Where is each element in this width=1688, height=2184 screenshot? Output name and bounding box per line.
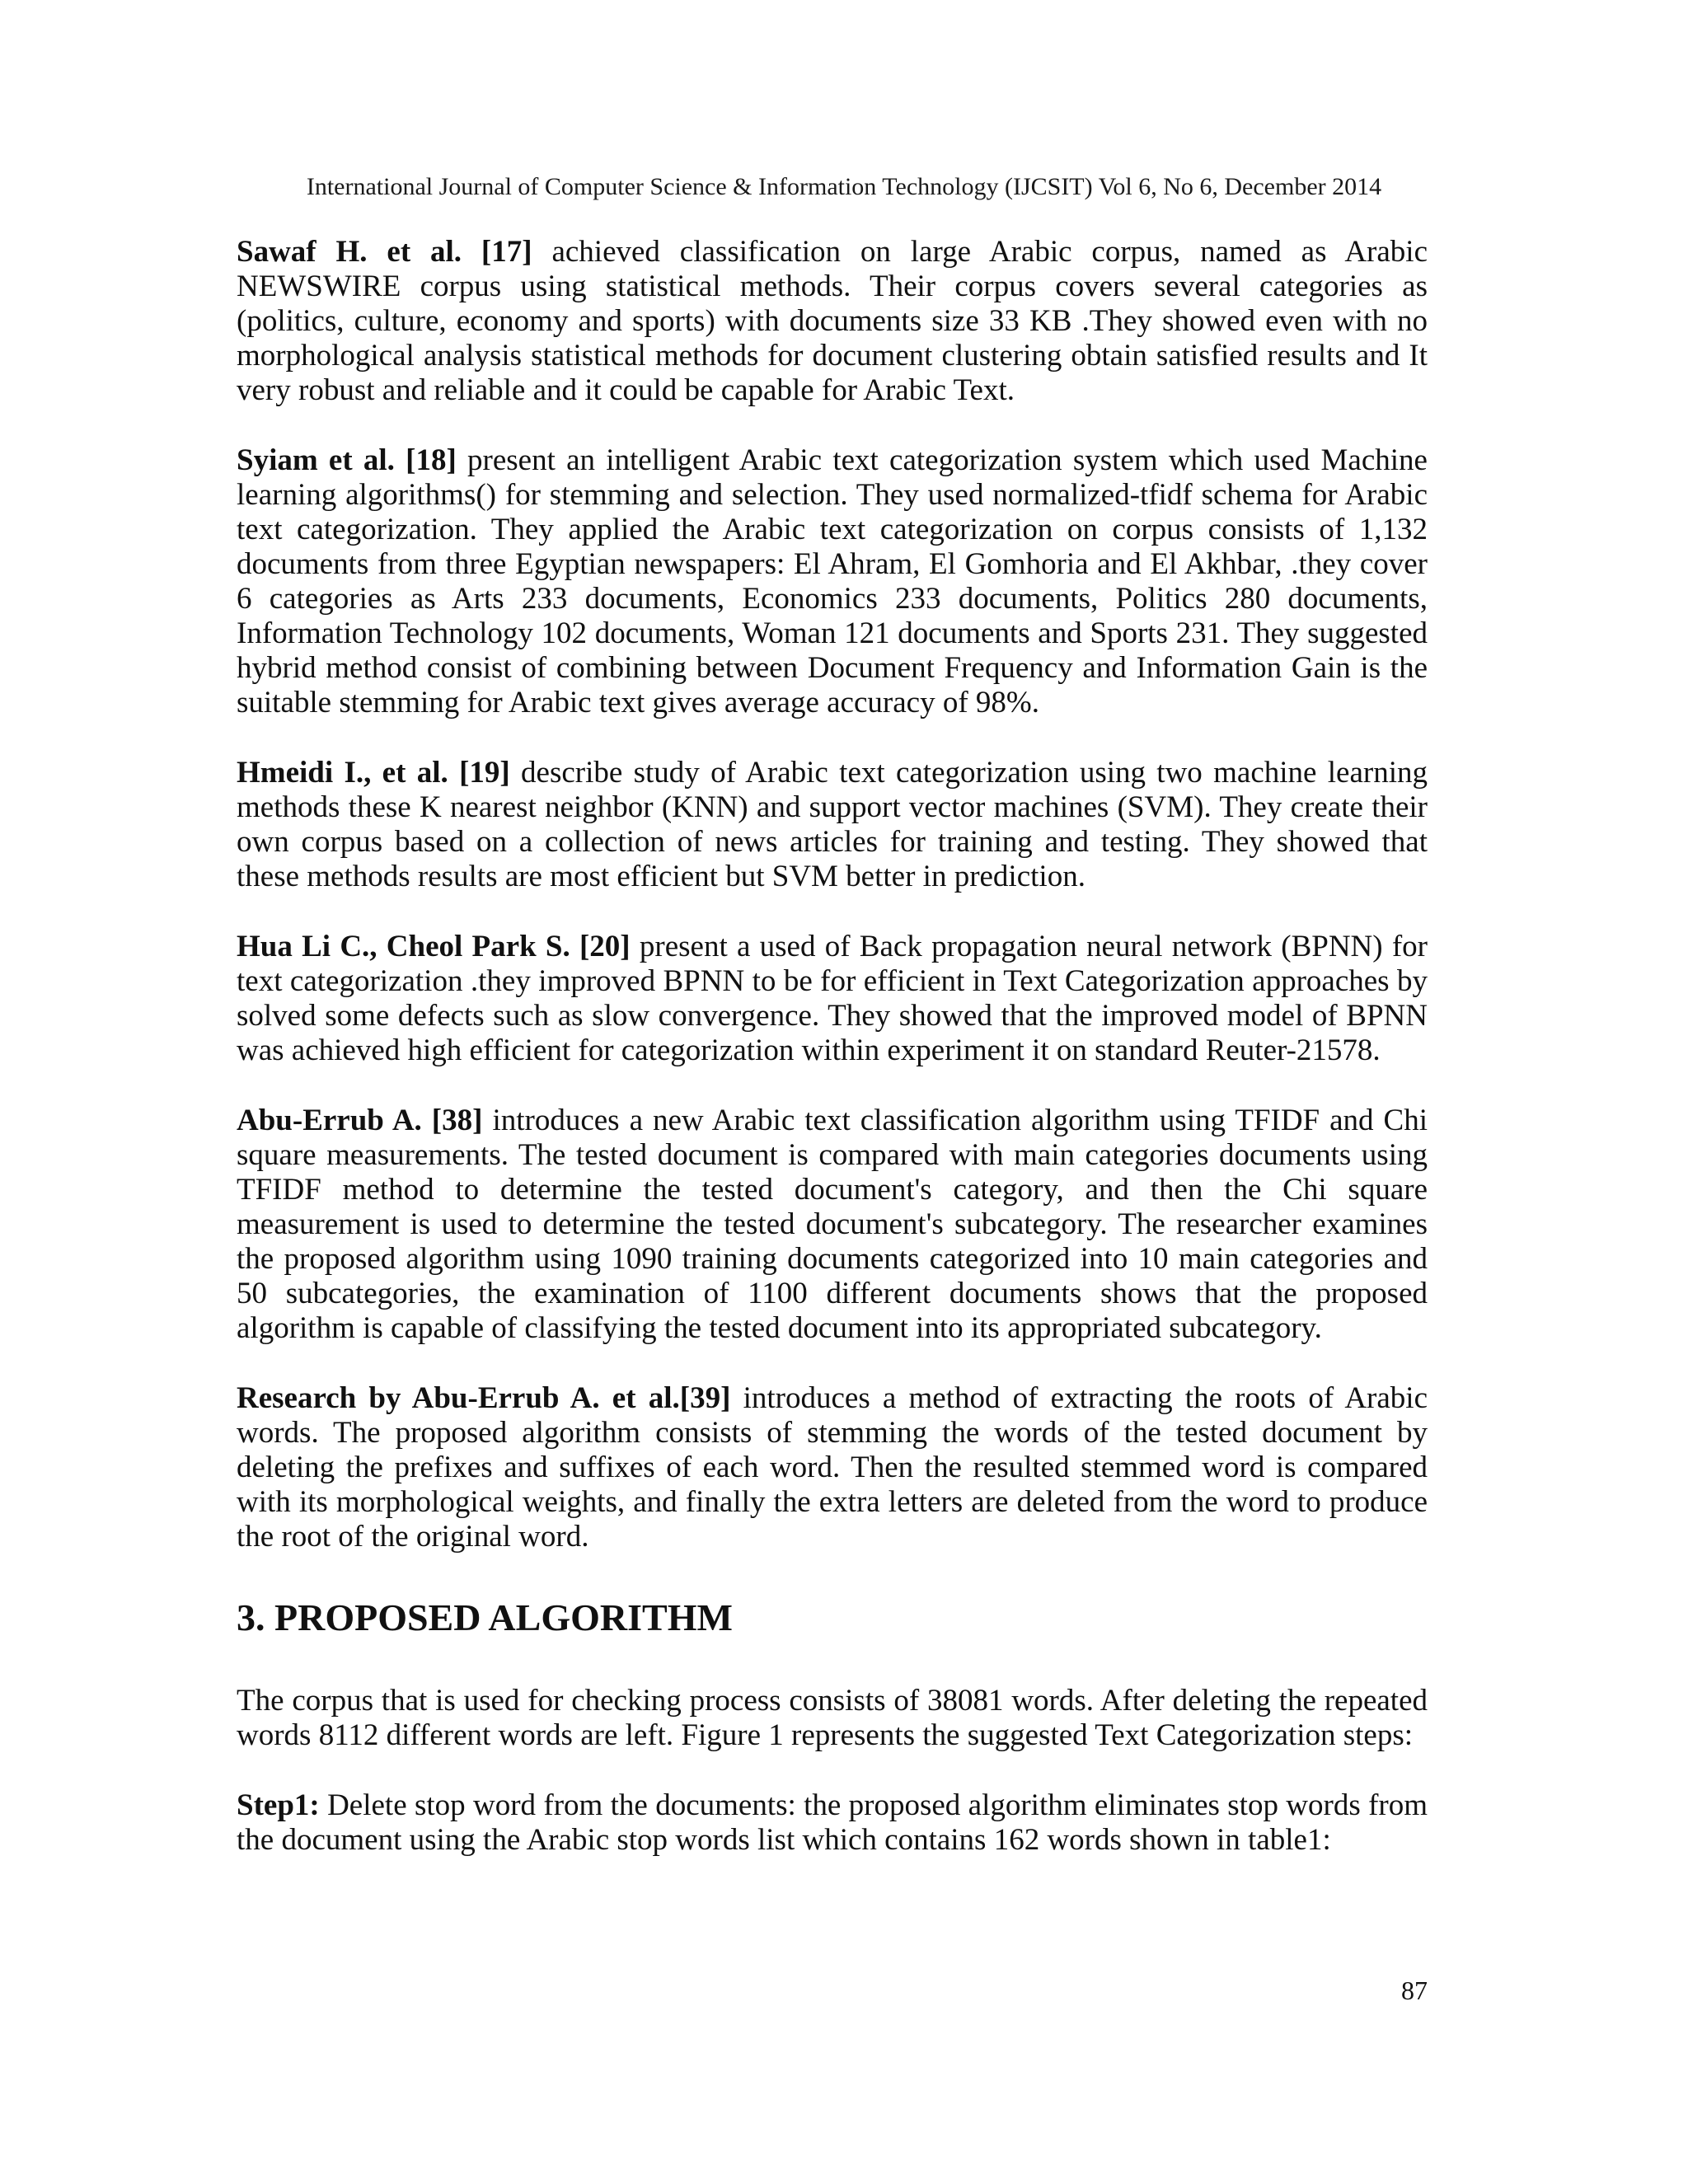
citation-lead: Abu-Errub A. [38]: [237, 1104, 483, 1137]
step1-paragraph: [237, 1788, 1428, 1858]
citation-lead: Syiam et al. [18]: [237, 443, 457, 477]
section-intro: The corpus that is used for checking process consists of 38081 words. After deleting the repeated words 8112 different words are left. Figure 1 represents the suggested Text Categorization steps:: [237, 1684, 1428, 1752]
citation-lead: Hua Li C., Cheol Park S. [20]: [237, 930, 631, 963]
citation-lead: Sawaf H. et al. [17]: [237, 235, 532, 269]
paragraph-text: introduces a new Arabic text classification algorithm using TFIDF and Chi square measurements. The tested document is compared with main categories documents using TFIDF method to determine the tested document's category, and then the Chi square measurement is used to determine the tested document's subcategory. The researcher examines the proposed algorithm using 1090 training documents categorized into 10 main categories and 50 subcategories, the examination of 1100 different documents shows that the proposed algorithm is capable of classifying the tested document into its appropriated subcategory.: [237, 1104, 1428, 1345]
paragraph-hmeidi: [237, 756, 1428, 894]
citation-lead: Research by Abu-Errub A. et al.[39]: [237, 1381, 731, 1415]
paragraph-text: present a used of Back propagation neural network (BPNN) for text categorization .they improved BPNN to be for efficient in Text Categorization approaches by solved some defects such as slow convergence. They showed that the improved model of BPNN was achieved high efficient for categorization within experiment it on standard Reuter-21578.: [237, 930, 1428, 1067]
paragraph-abu-errub: [237, 1104, 1428, 1346]
paragraph-hua-li: [237, 930, 1428, 1068]
citation-lead: Hmeidi I., et al. [19]: [237, 756, 510, 790]
paragraph-text: describe study of Arabic text categorization using two machine learning methods these K nearest neighbor (KNN) and support vector machines (SVM). They create their own corpus based on a collection of news articles for training and testing. They showed that these methods results are most efficient but SVM better in prediction.: [237, 756, 1428, 893]
paragraph-abu-errub-research: [237, 1381, 1428, 1554]
step1-text: Delete stop word from the documents: the proposed algorithm eliminates stop words from the document using the Arabic stop words list which contains 162 words shown in table1:: [237, 1788, 1428, 1857]
section-heading: 3. PROPOSED ALGORITHM: [237, 1596, 733, 1638]
paragraph-sawaf: [237, 235, 1428, 408]
paragraph-text: introduces a method of extracting the roots of Arabic words. The proposed algorithm consists of stemming the words of the tested document by deleting the prefixes and suffixes of each word. Then the resulted stemmed word is compared with its morphological weights, and finally the extra letters are deleted from the word to produce the root of the original word.: [237, 1381, 1428, 1554]
step1-label: Step1:: [237, 1788, 320, 1822]
paragraph-text: present an intelligent Arabic text categorization system which used Machine learning algorithms() for stemming and selection. They used normalized-tfidf schema for Arabic text categorization. They applied the Arabic text categorization on corpus consists of 1,132 documents from three Egyptian newspapers: El Ahram, El Gomhoria and El Akhbar, .they cover 6 categories as Arts 233 documents, Economics 233 documents, Politics 280 documents, Information Technology 102 documents, Woman 121 documents and Sports 231. They suggested hybrid method consist of combining between Document Frequency and Information Gain is the suitable stemming for Arabic text gives average accuracy of 98%.: [237, 443, 1428, 719]
page-number: 87: [1401, 1975, 1428, 2005]
paragraph-text: achieved classification on large Arabic corpus, named as Arabic NEWSWIRE corpus using statistical methods. Their corpus covers several categories as (politics, culture, economy and sports) with documents size 33 KB .They showed even with no morphological analysis statistical methods for document clustering obtain satisfied results and It very robust and reliable and it could be capable for Arabic Text.: [237, 235, 1428, 407]
body-content: [237, 235, 1428, 1893]
paragraph-syiam: [237, 443, 1428, 720]
journal-header: International Journal of Computer Science & Information Technology (IJCSIT) Vol 6, No 6, December 2014: [306, 173, 1382, 200]
